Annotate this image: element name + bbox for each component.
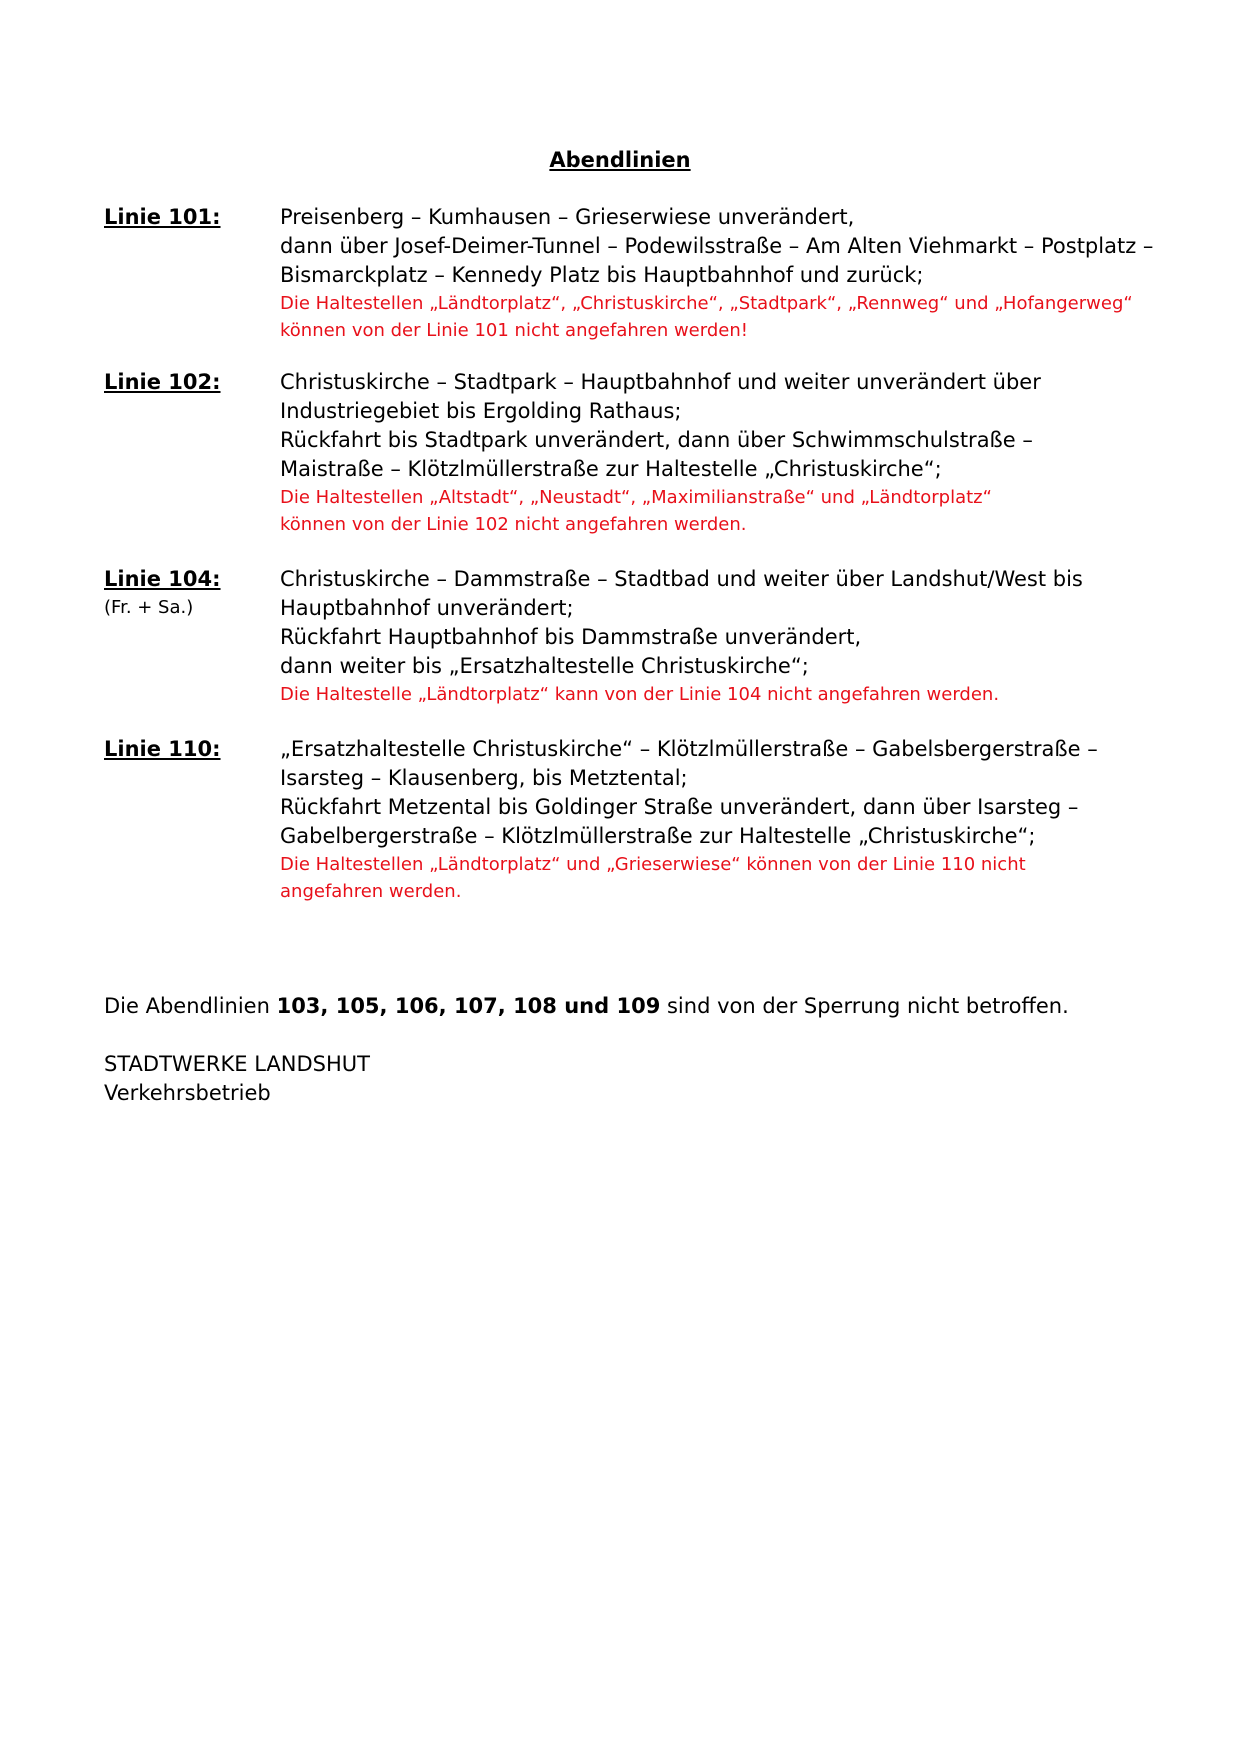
route-description-line: Christuskirche – Stadtpark – Hauptbahnhof und weiter unverändert über — [280, 370, 1041, 394]
route-warning-line: Die Haltestellen „Ländtorplatz“ und „Grieserwiese“ können von der Linie 110 nicht — [280, 854, 1026, 875]
route-warning-line: Die Haltestellen „Ländtorplatz“, „Christuskirche“, „Stadtpark“, „Rennweg“ und „Hofangerweg“ — [280, 293, 1133, 314]
route-warning-line: Die Haltestellen „Altstadt“, „Neustadt“, „Maximilianstraße“ und „Ländtorplatz“ — [280, 487, 992, 508]
route-warning-line: können von der Linie 102 nicht angefahren werden. — [280, 514, 747, 535]
route-description-line: Gabelbergerstraße – Klötzlmüllerstraße zur Haltestelle „Christuskirche“; — [280, 824, 1036, 848]
route-description-line: Hauptbahnhof unverändert; — [280, 596, 574, 620]
route-description-line: Maistraße – Klötzlmüllerstraße zur Haltestelle „Christuskirche“; — [280, 457, 942, 481]
route-description-line: dann weiter bis „Ersatzhaltestelle Christuskirche“; — [280, 654, 809, 678]
route-description-line: Christuskirche – Dammstraße – Stadtbad und weiter über Landshut/West bis — [280, 567, 1083, 591]
route-warning-line: Die Haltestelle „Ländtorplatz“ kann von der Linie 104 nicht angefahren werden. — [280, 684, 1000, 705]
unaffected-line-numbers: 103, 105, 106, 107, 108 und 109 — [276, 994, 661, 1018]
route-label: Linie 110: — [104, 737, 221, 761]
statement-suffix: sind von der Sperrung nicht betroffen. — [660, 994, 1069, 1018]
route-description-line: Isarsteg – Klausenberg, bis Metztental; — [280, 766, 688, 790]
route-warning-line: angefahren werden. — [280, 881, 462, 902]
route-label: Linie 102: — [104, 370, 221, 394]
route-description-line: Industriegebiet bis Ergolding Rathaus; — [280, 399, 682, 423]
route-description-line: Preisenberg – Kumhausen – Grieserwiese unverändert, — [280, 205, 855, 229]
route-label: Linie 104: — [104, 567, 221, 591]
signature-block — [104, 1050, 370, 1108]
company-name: STADTWERKE LANDSHUT — [104, 1052, 370, 1076]
route-description-line: Rückfahrt Metzental bis Goldinger Straße unverändert, dann über Isarsteg – — [280, 795, 1079, 819]
route-warning-line: können von der Linie 101 nicht angefahren werden! — [280, 320, 748, 341]
route-description-line: Rückfahrt Hauptbahnhof bis Dammstraße unverändert, — [280, 625, 862, 649]
route-note: (Fr. + Sa.) — [104, 597, 194, 618]
document-title: Abendlinien — [549, 148, 691, 172]
route-description-line: Bismarckplatz – Kennedy Platz bis Hauptbahnhof und zurück; — [280, 263, 924, 287]
route-description-line: Rückfahrt bis Stadtpark unverändert, dann über Schwimmschulstraße – — [280, 428, 1033, 452]
route-description-line: „Ersatzhaltestelle Christuskirche“ – Klötzlmüllerstraße – Gabelsbergerstraße – — [280, 737, 1098, 761]
statement-prefix: Die Abendlinien — [104, 994, 277, 1018]
route-description-line: dann über Josef-Deimer-Tunnel – Podewilsstraße – Am Alten Viehmarkt – Postplatz – — [280, 234, 1154, 258]
route-label: Linie 101: — [104, 205, 221, 229]
department-name: Verkehrsbetrieb — [104, 1081, 271, 1105]
unaffected-lines-statement — [104, 992, 1069, 1021]
